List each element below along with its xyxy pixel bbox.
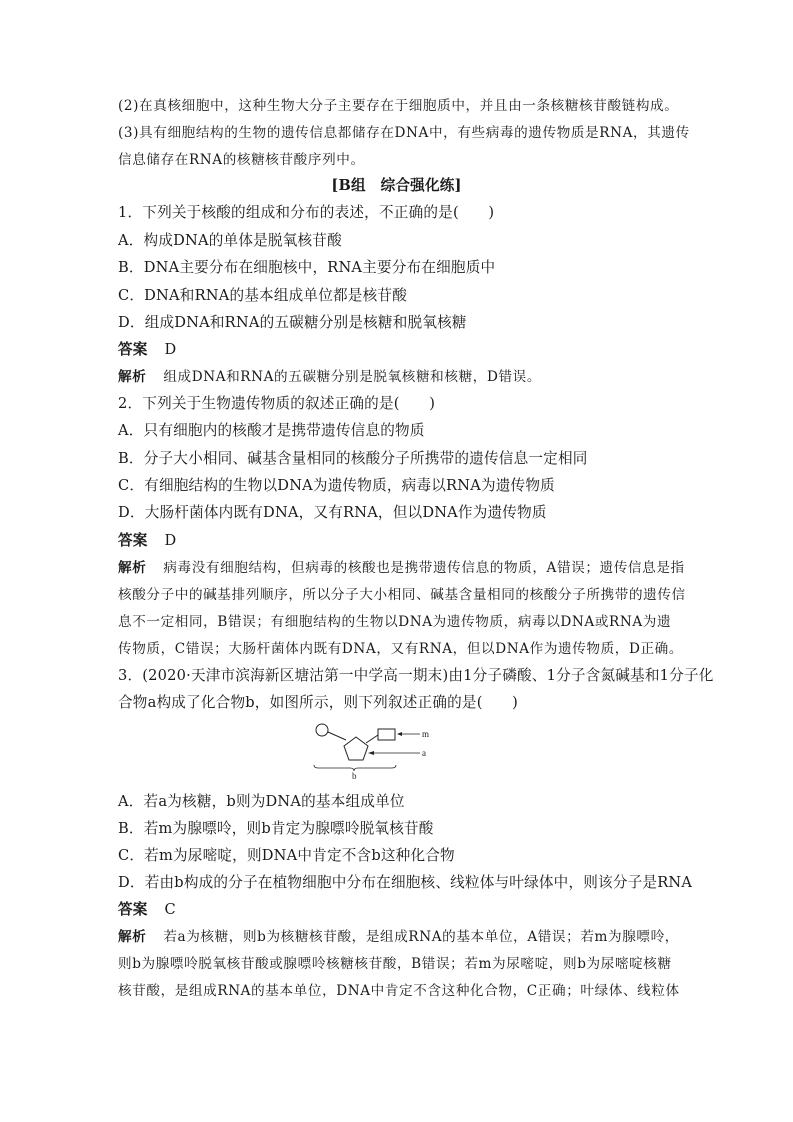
q1-analysis-text: 组成DNA和RNA的五碳糖分别是脱氧核糖和核糖，D错误。 [163,369,542,385]
q2-option-b: B．分子大小相同、碱基含量相同的核酸分子所携带的遗传信息一定相同 [118,450,588,467]
m-arrow-head [397,732,402,736]
q3-analysis-line-3: 核苷酸，是组成RNA的基本单位，DNA中肯定不含这种化合物，C正确；叶绿体、线粒体 [118,983,680,999]
q1-answer: D [164,341,177,358]
q1-option-d: D．组成DNA和RNA的五碳糖分别是核糖和脱氧核糖 [118,314,467,331]
q2-analysis-line-3: 息不一定相同，B错误；有细胞结构的生物以DNA为遗传物质，病毒以DNA或RNA为遗 [118,614,672,630]
label-b: b [352,771,357,781]
q2-analysis-line-2: 核酸分子中的碱基排列顺序，所以分子大小相同、碱基含量相同的核酸分子所携带的遗传信 [118,587,686,603]
intro-paragraph-3-line-2: 信息储存在RNA的核糖核苷酸序列中。 [118,152,365,168]
base-rectangle [378,729,395,740]
nucleotide-diagram [310,721,460,781]
pentose-sugar-pentagon [344,737,368,760]
a-arrow-head [368,751,374,755]
q1-analysis-row [118,367,541,387]
section-title: [B组 综合强化练] [331,177,462,194]
q2-analysis-line-4: 传物质，C错误；大肠杆菌体内既有DNA，又有RNA，但以DNA作为遗传物质，D正确。 [118,641,684,657]
q3-answer-row [118,900,176,920]
q2-option-a: A．只有细胞内的核酸才是携带遗传信息的物质 [118,422,425,439]
q2-option-d: D．大肠杆菌体内既有DNA，又有RNA，但以DNA作为遗传物质 [118,504,547,521]
q1-option-b: B．DNA主要分布在细胞核中，RNA主要分布在细胞质中 [118,259,496,276]
q2-analysis-label: 解析 [118,560,147,576]
intro-paragraph-2: (2)在真核细胞中，这种生物大分子主要存在于细胞质中，并且由一条核糖核苷酸链构成。 [118,98,679,114]
q1-answer-row [118,340,176,360]
q3-analysis-line-2: 则b为腺嘌呤脱氧核苷酸或腺嘌呤核糖核苷酸，B错误；若m为尿嘧啶，则b为尿嘧啶核糖 [118,956,672,972]
q3-option-b: B．若m为腺嘌呤，则b肯定为腺嘌呤脱氧核苷酸 [118,820,434,837]
q3-stem-line-1: 3．(2020·天津市滨海新区塘沽第一中学高一期末)由1分子磷酸、1分子含氮碱基和1分子化 [118,667,714,684]
q3-answer-label: 答案 [118,901,148,918]
q2-answer-label: 答案 [118,532,148,549]
q3-option-a: A．若a为核糖，b则为DNA的基本组成单位 [118,793,405,810]
q3-option-c: C．若m为尿嘧啶，则DNA中肯定不含b这种化合物 [118,847,455,864]
q1-analysis-label: 解析 [118,369,147,385]
base-bond [366,735,378,743]
q3-option-d: D．若由b构成的分子在植物细胞中分布在细胞核、线粒体与叶绿体中，则该分子是RNA [118,874,693,891]
q1-answer-label: 答案 [118,341,148,358]
phosphate-bond [328,732,346,740]
q3-stem-line-2: 合物a构成了化合物b，如图所示，则下列叙述正确的是( ) [118,694,519,711]
q1-option-a: A．构成DNA的单体是脱氧核苷酸 [118,232,342,249]
intro-paragraph-3-line-1: (3)具有细胞结构的生物的遗传信息都储存在DNA中，有些病毒的遗传物质是RNA，其遗传 [118,125,690,141]
q1-stem: 1．下列关于核酸的组成和分布的表述，不正确的是( ) [118,204,495,221]
q2-option-c: C．有细胞结构的生物以DNA为遗传物质，病毒以RNA为遗传物质 [118,477,555,494]
q2-answer-row [118,531,176,551]
q2-stem: 2．下列关于生物遗传物质的叙述正确的是( ) [118,395,436,412]
q3-analysis-label: 解析 [118,929,147,945]
q2-answer: D [164,532,177,549]
label-a: a [422,748,426,758]
q3-analysis-row [118,927,679,947]
q2-analysis-line-1: 病毒没有细胞结构，但病毒的核酸也是携带遗传信息的物质，A错误；遗传信息是指 [163,560,685,576]
q3-analysis-line-1: 若a为核糖，则b为核糖核苷酸，是组成RNA的基本单位，A错误；若m为腺嘌呤， [163,929,679,945]
q3-answer: C [164,901,176,918]
q1-option-c: C．DNA和RNA的基本组成单位都是核苷酸 [118,287,407,304]
q2-analysis-row [118,558,685,578]
label-m: m [422,729,430,739]
phosphate-circle [316,724,328,736]
